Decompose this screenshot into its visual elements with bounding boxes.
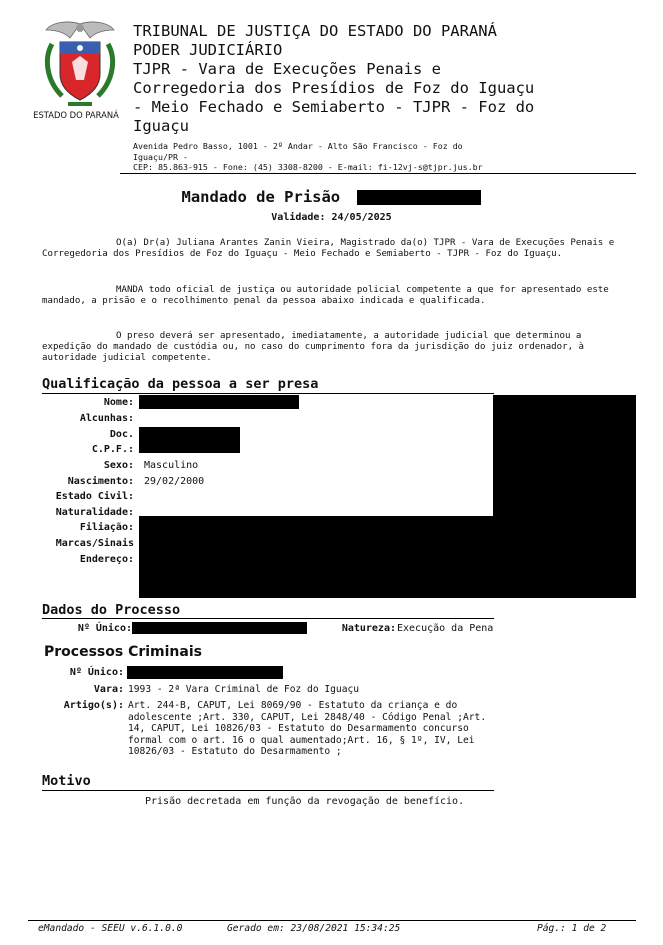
articles-label: Artigo(s): xyxy=(63,700,124,711)
order-paragraph: MANDA todo oficial de justiça ou autoridade policial competente a que for apresentado este mandado, a prisão e o recolhimento penal da pessoa abaixo indicada e qualificada. xyxy=(42,285,609,306)
qualification-divider xyxy=(42,393,494,394)
articles-line-4: formal com o art. 16 o qual aumentado;Art. 16, § 1º, IV, Lei xyxy=(128,734,475,746)
court-line-5: - Meio Fechado e Semiaberto - TJPR - Foz do xyxy=(133,98,535,116)
court-line-3: TJPR - Vara de Execuções Penais e xyxy=(133,60,441,78)
redacted-name xyxy=(139,395,299,409)
articles-value xyxy=(128,700,486,758)
redacted-photo xyxy=(493,395,636,598)
redacted-warrant-number xyxy=(357,190,481,205)
nature-value: Execução da Pena xyxy=(397,623,494,634)
process-divider xyxy=(42,618,494,619)
address-line-3: CEP: 85.863-915 - Fone: (45) 3308-8200 - E-mail: fi-12vj-s@tjpr.jus.br xyxy=(133,162,483,172)
court-value: 1993 - 2ª Vara Criminal de Foz do Iguaçu xyxy=(128,684,360,695)
articles-line-1: Art. 244-B, CAPUT, Lei 8069/90 - Estatuto da criança e do xyxy=(128,700,458,711)
reason-divider xyxy=(42,790,494,791)
reason-heading: Motivo xyxy=(42,773,91,789)
validity-date: Validade: 24/05/2025 xyxy=(271,212,392,223)
redacted-process-number xyxy=(132,622,307,634)
seal-caption: ESTADO DO PARANÁ xyxy=(33,110,119,120)
articles-line-3: 14, CAPUT, Lei 10826/03 - Estatuto do Desarmamento concurso xyxy=(128,723,469,735)
process-heading: Dados do Processo xyxy=(42,602,181,618)
redacted-document xyxy=(139,427,240,453)
court-line-4: Corregedoria dos Presídios de Foz do Iguaçu xyxy=(133,79,535,97)
reason-text: Prisão decretada em função da revogação de benefício. xyxy=(145,796,465,807)
address-line-2: Iguaçu/PR - xyxy=(133,151,188,162)
footer-generated: Gerado em: 23/08/2021 15:34:25 xyxy=(227,923,401,934)
court-line-6: Iguaçu xyxy=(133,117,189,135)
label-marital-status: Estado Civil: xyxy=(55,491,134,502)
document-title xyxy=(0,188,663,206)
articles-line-5: 10826/03 - Estatuto do Desarmamento ; xyxy=(128,746,342,758)
sex-value: Masculino xyxy=(144,460,199,471)
footer-divider xyxy=(28,920,636,921)
title-text: Mandado de Prisão xyxy=(181,188,341,206)
process-number-label: Nº Único: xyxy=(77,623,132,634)
redacted-parentage-address xyxy=(139,516,493,598)
label-sex: Sexo: xyxy=(103,460,134,471)
footer-page: Pág.: 1 de 2 xyxy=(537,923,607,934)
address-line-1: Avenida Pedro Basso, 1001 - 2º Andar - Alto São Francisco - Foz do xyxy=(133,141,463,151)
court-label: Vara: xyxy=(93,684,124,695)
court-line-1: TRIBUNAL DE JUSTIÇA DO ESTADO DO PARANÁ xyxy=(133,22,497,40)
label-address: Endereço: xyxy=(79,554,134,565)
articles-line-2: adolescente ;Art. 330, CAPUT, Lei 2848/40 - Código Penal ;Art. xyxy=(128,711,487,723)
qualification-heading: Qualificação da pessoa a ser presa xyxy=(42,376,319,392)
birth-value: 29/02/2000 xyxy=(144,476,205,487)
label-parentage: Filiação: xyxy=(79,522,134,533)
header-divider xyxy=(120,173,636,174)
state-coat-of-arms xyxy=(38,18,122,110)
footer-system: eMandado - SEEU v.6.1.0.0 xyxy=(38,923,183,934)
label-marks: Marcas/Sinais xyxy=(55,538,134,549)
presentation-paragraph: O preso deverá ser apresentado, imediatamente, a autoridade judicial que determinou a expedição do mandado de custódia ou, no caso do cumprimento fora da jurisdição do juiz ordenador, à autoridade judicial competente. xyxy=(42,331,585,363)
nature-label: Natureza: xyxy=(341,623,396,634)
criminal-heading: Processos Criminais xyxy=(44,644,202,660)
magistrate-paragraph: O(a) Dr(a) Juliana Arantes Zanin Vieira, Magistrado da(o) TJPR - Vara de Execuções Penais e Corregedoria dos Presídios de Foz do Iguaçu - Meio Fechado e Semiaberto - TJPR - Foz do Iguaçu. xyxy=(42,238,615,259)
label-aliases: Alcunhas: xyxy=(79,413,134,424)
court-header xyxy=(133,22,553,136)
label-doc: Doc. xyxy=(109,429,134,440)
label-birthplace: Naturalidade: xyxy=(55,507,134,518)
court-address xyxy=(133,141,543,173)
label-cpf: C.P.F.: xyxy=(91,444,134,455)
label-name: Nome: xyxy=(103,397,134,408)
label-birth: Nascimento: xyxy=(67,476,134,487)
redacted-criminal-number xyxy=(127,666,283,679)
court-line-2: PODER JUDICIÁRIO xyxy=(133,41,283,59)
criminal-number-label: Nº Único: xyxy=(69,667,124,678)
